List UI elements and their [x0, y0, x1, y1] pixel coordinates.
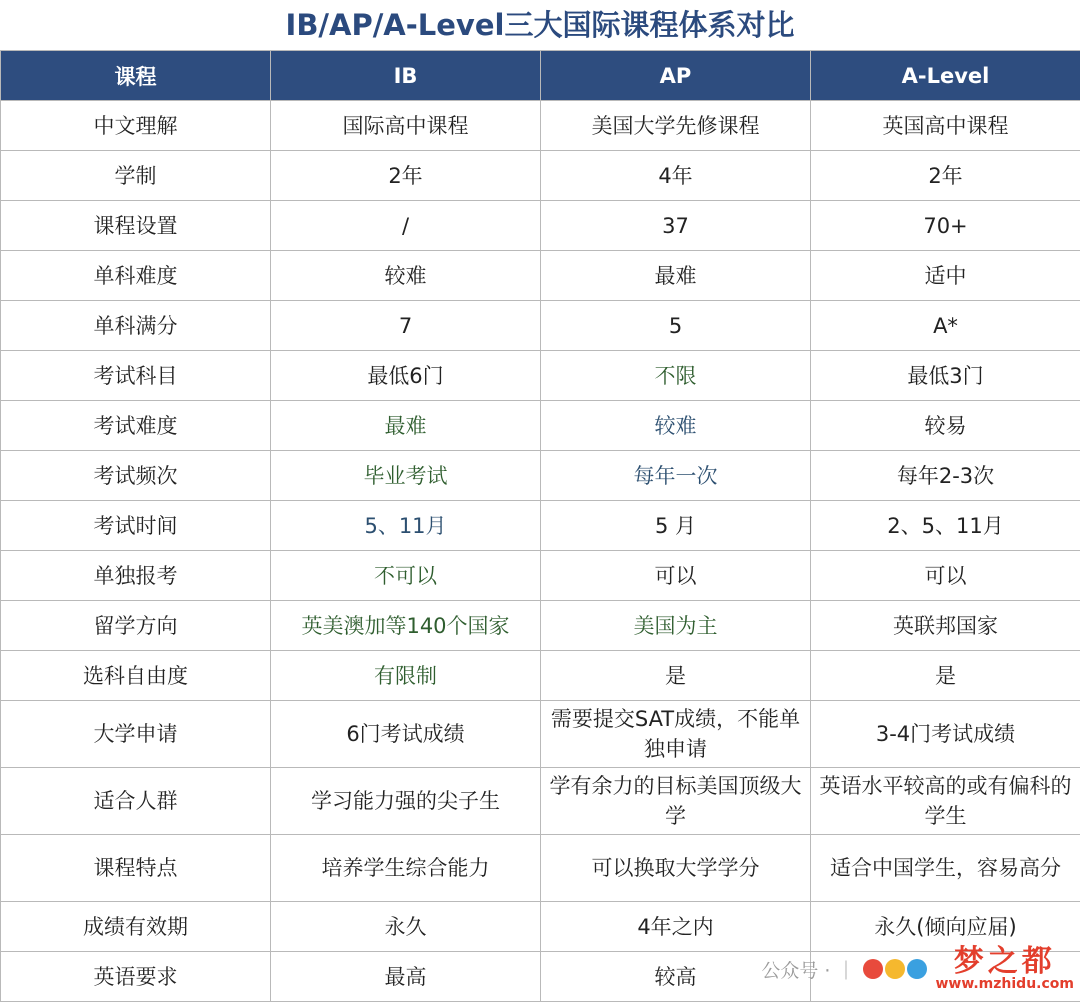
table-row [1, 768, 1080, 835]
table-cell: 可以 [541, 551, 811, 601]
table-row [1, 601, 1080, 651]
table-cell: A* [811, 301, 1080, 351]
brand-logo [935, 944, 1074, 992]
table-cell: 3-4门考试成绩 [811, 701, 1080, 768]
row-label: 成绩有效期 [1, 902, 271, 952]
table-cell: 学有余力的目标美国顶级大学 [541, 768, 811, 835]
table-cell: 不限 [541, 351, 811, 401]
table-cell: 5 月 [541, 501, 811, 551]
table-cell: 较难 [541, 401, 811, 451]
table-cell: 不可以 [271, 551, 541, 601]
row-label: 学制 [1, 151, 271, 201]
watermark [694, 943, 1074, 995]
header-ap: AP [541, 51, 811, 101]
table-cell: 英语水平较高的或有偏科的学生 [811, 768, 1080, 835]
table-cell: 学习能力强的尖子生 [271, 768, 541, 835]
table-row [1, 251, 1080, 301]
row-label: 课程设置 [1, 201, 271, 251]
comparison-table [0, 50, 1080, 1002]
table-row [1, 201, 1080, 251]
table-cell: 最高 [271, 952, 541, 1002]
table-cell: 毕业考试 [271, 451, 541, 501]
table-row [1, 351, 1080, 401]
header-alevel: A-Level [811, 51, 1080, 101]
table-cell: 可以换取大学学分 [541, 835, 811, 902]
table-row [1, 151, 1080, 201]
table-cell: 6门考试成绩 [271, 701, 541, 768]
table-cell: 较易 [811, 401, 1080, 451]
table-cell: 适合中国学生，容易高分 [811, 835, 1080, 902]
row-label: 课程特点 [1, 835, 271, 902]
row-label: 适合人群 [1, 768, 271, 835]
table-cell: 需要提交SAT成绩，不能单独申请 [541, 701, 811, 768]
row-label: 考试时间 [1, 501, 271, 551]
table-cell: 较高 [541, 952, 811, 1002]
table-cell: 2年 [811, 151, 1080, 201]
row-label: 中文理解 [1, 101, 271, 151]
table-cell: 美国大学先修课程 [541, 101, 811, 151]
table-cell: 永久(倾向应届) [811, 902, 1080, 952]
table-cell: 适中 [811, 251, 1080, 301]
table-cell: / [271, 201, 541, 251]
table-cell: 5、11月 [271, 501, 541, 551]
table-cell: 4年 [541, 151, 811, 201]
table-cell: 英联邦国家 [811, 601, 1080, 651]
table-cell: 每年一次 [541, 451, 811, 501]
header-course: 课程 [1, 51, 271, 101]
table-cell: 培养学生综合能力 [271, 835, 541, 902]
row-label: 考试频次 [1, 451, 271, 501]
row-label: 选科自由度 [1, 651, 271, 701]
header-row [1, 51, 1080, 101]
table-cell: 是 [541, 651, 811, 701]
table-cell: 国际高中课程 [271, 101, 541, 151]
table-cell: 最低6门 [271, 351, 541, 401]
table-cell: 4年之内 [541, 902, 811, 952]
row-label: 单科满分 [1, 301, 271, 351]
row-label: 大学申请 [1, 701, 271, 768]
table-row [1, 551, 1080, 601]
row-label: 留学方向 [1, 601, 271, 651]
row-label: 英语要求 [1, 952, 271, 1002]
table-cell: 2、5、11月 [811, 501, 1080, 551]
table-row [1, 401, 1080, 451]
table-cell: 70+ [811, 201, 1080, 251]
table-body [1, 101, 1080, 1002]
brand-url: www.mzhidu.com [935, 976, 1074, 992]
page-title: IB/AP/A-Level三大国际课程体系对比 [285, 8, 795, 42]
table-cell: 2年 [271, 151, 541, 201]
table-cell: 最低3门 [811, 351, 1080, 401]
table-cell: 可以 [811, 551, 1080, 601]
table-cell: 每年2-3次 [811, 451, 1080, 501]
table-cell: 美国为主 [541, 601, 811, 651]
table-cell: 最难 [541, 251, 811, 301]
table-cell: 最难 [271, 401, 541, 451]
table-cell: 7 [271, 301, 541, 351]
table-row [1, 301, 1080, 351]
table-cell: 永久 [271, 902, 541, 952]
table-row [1, 101, 1080, 151]
table-cell: 是 [811, 651, 1080, 701]
table-row [1, 651, 1080, 701]
table-row [1, 835, 1080, 902]
table-row [1, 451, 1080, 501]
logo-bubbles-icon [863, 959, 927, 979]
header-ib: IB [271, 51, 541, 101]
table-cell: 5 [541, 301, 811, 351]
table-cell: 37 [541, 201, 811, 251]
brand-name: 梦之都 [953, 944, 1056, 979]
table-cell: 英美澳加等140个国家 [271, 601, 541, 651]
row-label: 考试科目 [1, 351, 271, 401]
table-row [1, 701, 1080, 768]
table-cell: 有限制 [271, 651, 541, 701]
wechat-label: 公众号 · ｜ [761, 959, 856, 982]
table-cell: 较难 [271, 251, 541, 301]
table-row [1, 501, 1080, 551]
row-label: 单独报考 [1, 551, 271, 601]
table-cell: 英国高中课程 [811, 101, 1080, 151]
row-label: 单科难度 [1, 251, 271, 301]
row-label: 考试难度 [1, 401, 271, 451]
